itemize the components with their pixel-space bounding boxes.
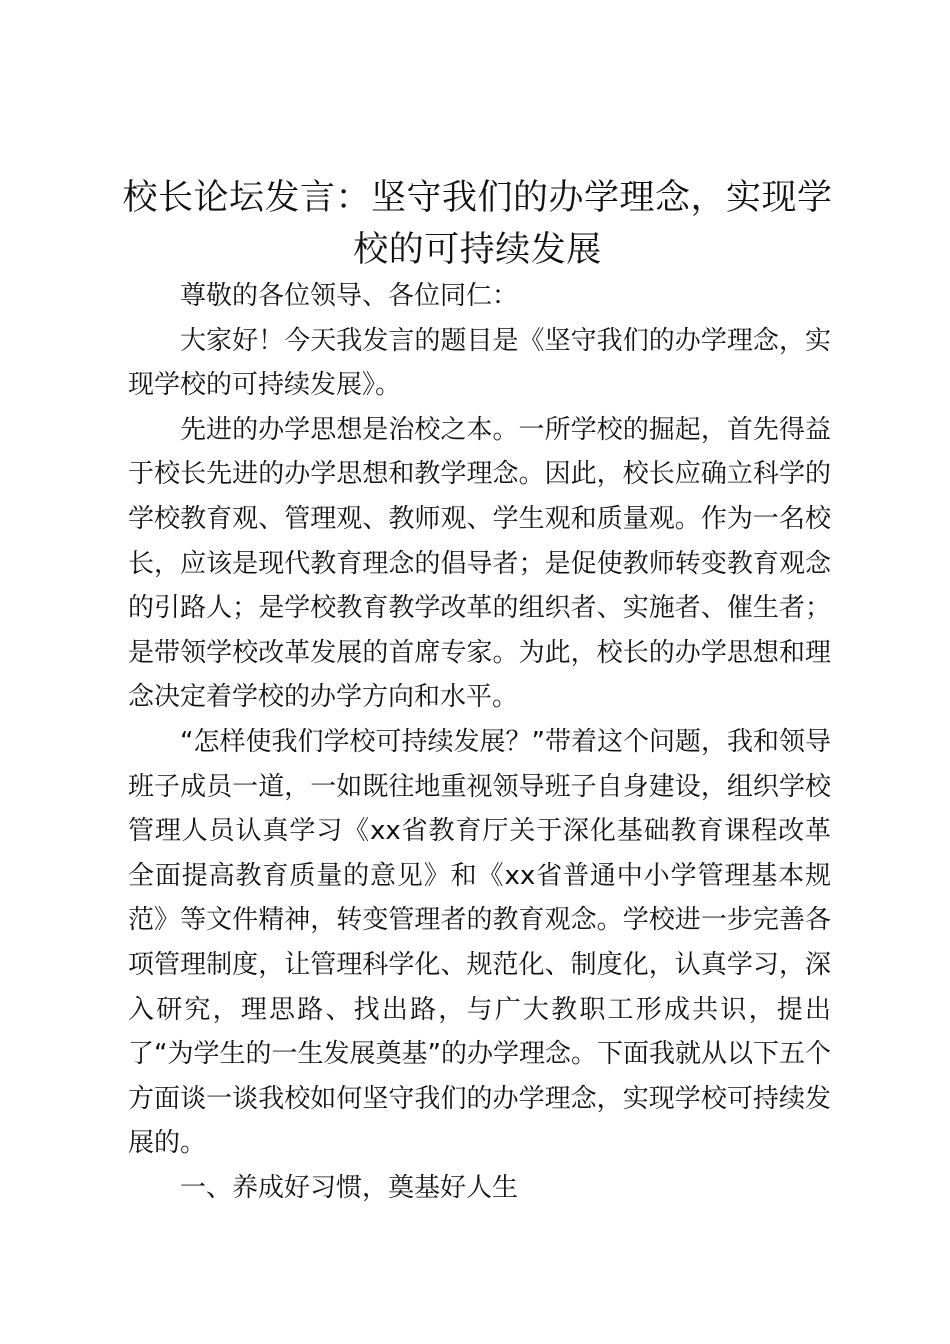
- section-heading: 一、养成好习惯，奠基好人生: [180, 1172, 519, 1203]
- paragraph-philosophy: 先进的办学思想是治校之本。一所学校的掘起，首先得益于校长先进的办学思想和教学理念。因此，校长应确立科学的学校教育观、管理观、教师观、学生观和质量观。作为一名校长，应该是现代教育理念的倡导者；是促使教师转变教育观念的引路人；是学校教育教学改革的组织者、实施者、催生者；是带领学校改革发展的首席专家。为此，校长的办学思想和理念决定着学校的办学方向和水平。: [128, 414, 831, 713]
- paragraph-development: “怎样使我们学校可持续发展？”带着这个问题，我和领导班子成员一道，一如既往地重视领导班子自身建设，组织学校管理人员认真学习《xx省教育厅关于深化基础教育课程改革全面提高教育质量的意见》和《xx省普通中小学管理基本规范》等文件精神，转变管理者的教育观念。学校进一步完善各项管理制度，让管理科学化、规范化、制度化，认真学习，深入研究，理思路、找出路，与广大教职工形成共识，提出了“为学生的一生发展奠基”的办学理念。下面我就从以下五个方面谈一谈我校如何坚守我们的办学理念，实现学校可持续发展的。: [128, 726, 831, 1159]
- salutation: 尊敬的各位领导、各位同仁：: [180, 281, 519, 311]
- document-body: [128, 274, 831, 1210]
- document-title: 校长论坛发言：坚守我们的办学理念，实现学校的可持续发展: [122, 178, 833, 270]
- paragraph-greeting: 大家好！今天我发言的题目是《坚守我们的办学理念，实现学校的可持续发展》。: [128, 325, 831, 401]
